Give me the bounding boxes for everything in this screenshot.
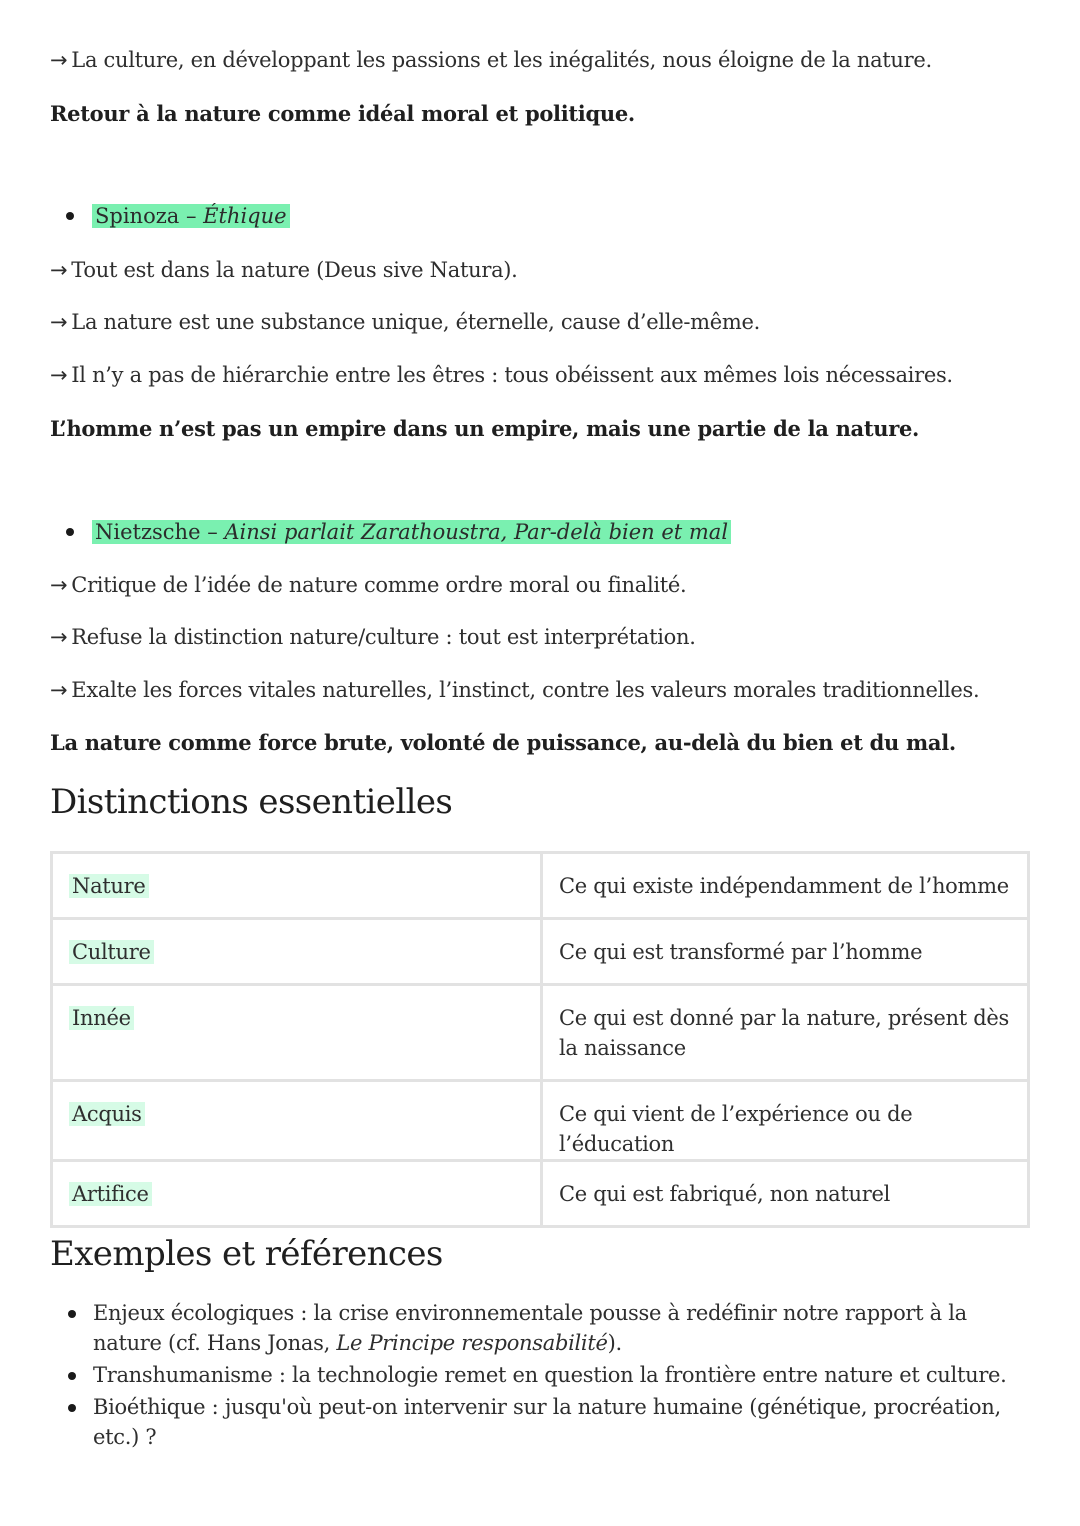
nietzsche-point-1: → Critique de l’idée de nature comme ordre moral ou finalité. xyxy=(50,573,687,597)
arrow-icon: → xyxy=(50,625,68,649)
spinoza-highlight: Spinoza – Éthique xyxy=(92,204,290,228)
list-item: Enjeux écologiques : la crise environnementale pousse à redéfinir notre rapport à la nature (cf. Hans Jonas, Le Principe responsabilité). xyxy=(50,1298,1030,1358)
definition-cell: Ce qui vient de l’expérience ou de l’éducation xyxy=(559,1102,913,1156)
examples-list xyxy=(50,1298,1030,1454)
definition-cell: Ce qui est donné par la nature, présent dès la naissance xyxy=(559,1006,1010,1060)
arrow-icon: → xyxy=(50,310,68,334)
bullet-icon xyxy=(66,528,74,536)
arrow-icon: → xyxy=(50,48,68,72)
term-cell: Culture xyxy=(69,940,154,964)
distinctions-table xyxy=(50,851,1030,1228)
nietzsche-point-3: → Exalte les forces vitales naturelles, l’instinct, contre les valeurs morales traditionnelles. xyxy=(50,678,980,702)
spinoza-point-1: → Tout est dans la nature (Deus sive Natura). xyxy=(50,258,518,282)
intro-conclusion: Retour à la nature comme idéal moral et politique. xyxy=(50,101,635,126)
spinoza-heading xyxy=(66,204,290,228)
distinctions-heading: Distinctions essentielles xyxy=(50,782,453,822)
examples-heading: Exemples et références xyxy=(50,1234,443,1274)
nietzsche-highlight: Nietzsche – Ainsi parlait Zarathoustra, Par-delà bien et mal xyxy=(92,520,731,544)
bullet-icon xyxy=(68,1404,76,1412)
arrow-icon: → xyxy=(50,573,68,597)
spinoza-point-3: → Il n’y a pas de hiérarchie entre les êtres : tous obéissent aux mêmes lois nécessaires. xyxy=(50,363,953,387)
spinoza-conclusion: L’homme n’est pas un empire dans un empire, mais une partie de la nature. xyxy=(50,416,920,441)
intro-arrow-line: → La culture, en développant les passions et les inégalités, nous éloigne de la nature. xyxy=(50,48,932,72)
list-item: Transhumanisme : la technologie remet en question la frontière entre nature et culture. xyxy=(50,1360,1030,1390)
definition-cell: Ce qui est transformé par l’homme xyxy=(559,940,923,964)
term-cell: Innée xyxy=(69,1006,134,1030)
table-row xyxy=(52,985,1029,1081)
nietzsche-heading xyxy=(66,520,731,544)
table-row xyxy=(52,919,1029,985)
spinoza-point-2: → La nature est une substance unique, éternelle, cause d’elle-même. xyxy=(50,310,760,334)
definition-cell: Ce qui est fabriqué, non naturel xyxy=(559,1182,891,1206)
table-row xyxy=(52,1081,1029,1161)
table-row xyxy=(52,1161,1029,1227)
nietzsche-point-2: → Refuse la distinction nature/culture : tout est interprétation. xyxy=(50,625,696,649)
bullet-icon xyxy=(68,1372,76,1380)
nietzsche-conclusion: La nature comme force brute, volonté de puissance, au-delà du bien et du mal. xyxy=(50,730,956,755)
term-cell: Artifice xyxy=(69,1182,152,1206)
arrow-icon: → xyxy=(50,363,68,387)
term-cell: Nature xyxy=(69,874,149,898)
arrow-icon: → xyxy=(50,258,68,282)
arrow-icon: → xyxy=(50,678,68,702)
term-cell: Acquis xyxy=(69,1102,145,1126)
bullet-icon xyxy=(66,212,74,220)
definition-cell: Ce qui existe indépendamment de l’homme xyxy=(559,874,1009,898)
list-item: Bioéthique : jusqu'où peut-on intervenir sur la nature humaine (génétique, procréation, etc.) ? xyxy=(50,1392,1030,1452)
bullet-icon xyxy=(68,1310,76,1318)
table-row xyxy=(52,853,1029,919)
